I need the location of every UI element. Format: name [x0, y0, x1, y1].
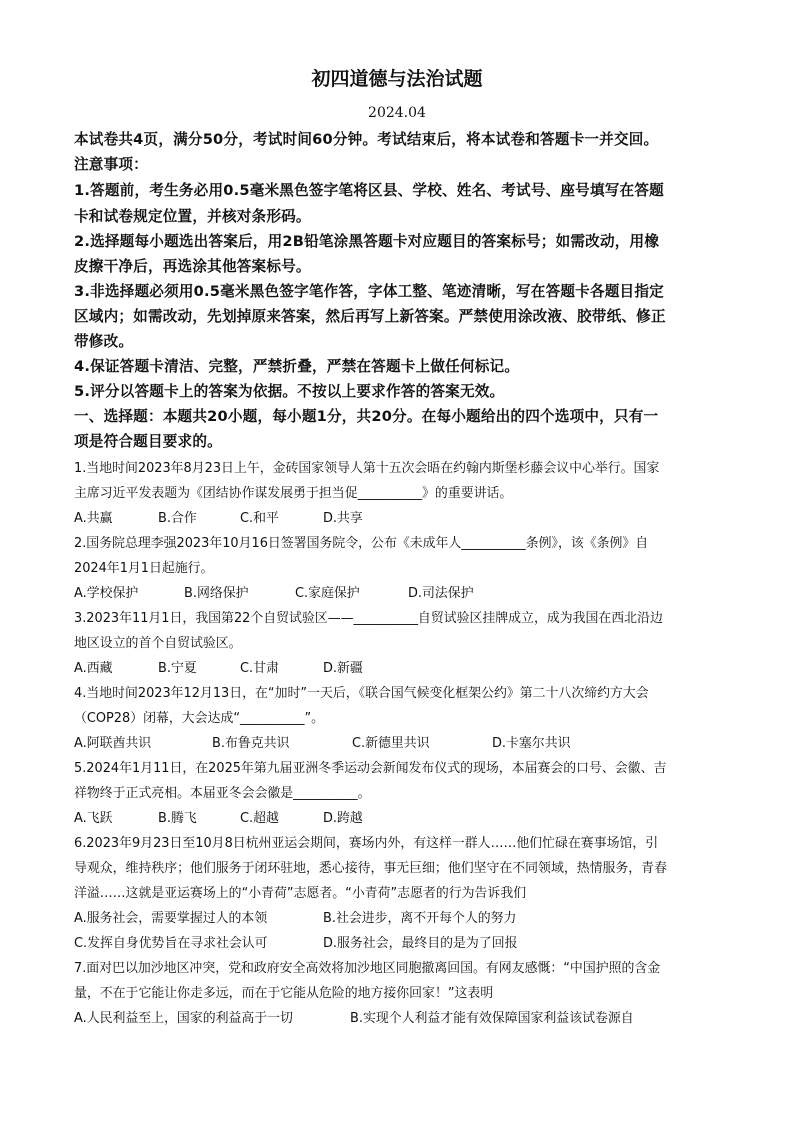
question-7-line: 量，不在于它能让你走多远，而在于它能从危险的地方接你回家！”这表明	[74, 986, 494, 1001]
page-title: 初四道德与法治试题	[311, 68, 483, 90]
question-4-line: 4.当地时间2023年12月13日，在“加时”一天后，《联合国气候变化框架公约》第二十八次缔约方大会	[74, 686, 649, 701]
question-5-option-d: D.跨越	[323, 811, 363, 826]
notice-line: 2.选择题每小题选出答案后，用2B铅笔涂黑答题卡对应题目的答案标号；如需改动，用橡	[74, 233, 660, 250]
question-3-option-b: B.宁夏	[158, 661, 197, 676]
question-2-line: 2024年1月1日起施行。	[74, 561, 214, 576]
notice-line: 皮擦干净后，再选涂其他答案标号。	[74, 258, 311, 275]
question-4-option-c: C.新德里共识	[352, 736, 430, 751]
section-heading: 项是符合题目要求的。	[74, 433, 222, 450]
question-1-option-b: B.合作	[158, 511, 197, 526]
question-2-option-d: D.司法保护	[408, 586, 474, 601]
question-6-option-c: C.发挥自身优势旨在寻求社会认可	[74, 936, 268, 951]
question-7-option-a: A.人民利益至上，国家的利益高于一切	[74, 1011, 293, 1026]
question-6-line: 导观众，维持秩序；他们服务于闭环驻地，悉心接待，事无巨细；他们坚守在不同领域，热情服务，青春	[74, 861, 667, 876]
question-6-option-a: A.服务社会，需要掌握过人的本领	[74, 911, 268, 926]
question-1-option-a: A.共赢	[74, 511, 113, 526]
question-2-option-c: C.家庭保护	[295, 586, 360, 601]
question-6-option-b: B.社会进步，离不开每个人的努力	[323, 911, 517, 926]
question-5-option-c: C.超越	[240, 811, 279, 826]
notice-line: 带修改。	[74, 333, 134, 350]
question-7-line: 7.面对巴以加沙地区冲突，党和政府安全高效将加沙地区同胞撤离回国。有网友感慨：“中国护照的含金	[74, 961, 661, 976]
question-3-line: 地区设立的首个自贸试验区。	[74, 636, 242, 651]
exam-date: 2024.04	[368, 105, 426, 121]
notice-line: 1.答题前，考生务必用0.5毫米黑色签字笔将区县、学校、姓名、考试号、座号填写在答题	[74, 182, 664, 199]
question-5-option-a: A.飞跃	[74, 811, 113, 826]
question-1-option-c: C.和平	[240, 511, 279, 526]
question-3-option-d: D.新疆	[323, 661, 363, 676]
question-5-line: 祥物终于正式亮相。本届亚冬会会徽是__________。	[74, 786, 371, 801]
question-4-option-a: A.阿联酋共识	[74, 736, 152, 751]
question-6-line: 洋溢……这就是亚运赛场上的“小青荷”志愿者。“小青荷”志愿者的行为告诉我们	[74, 886, 527, 901]
question-5-line: 5.2024年1月11日，在2025年第九届亚洲冬季运动会新闻发布仪式的现场，本届赛会的口号、会徽、吉	[74, 761, 667, 776]
notice-line: 卡和试卷规定位置，并核对条形码。	[74, 208, 311, 225]
exam-intro: 本试卷共4页，满分50分，考试时间60分钟。考试结束后，将本试卷和答题卡一并交回。	[74, 131, 659, 148]
question-1-line: 1.当地时间2023年8月23日上午，金砖国家领导人第十五次会晤在约翰内斯堡杉藤会议中心举行。国家	[74, 461, 660, 476]
question-7-option-b: B.实现个人利益才能有效保障国家利益该试卷源自	[350, 1011, 634, 1026]
question-3-option-a: A.西藏	[74, 661, 113, 676]
notice-line: 区域内；如需改动，先划掉原来答案，然后再写上新答案。严禁使用涂改液、胶带纸、修正	[74, 308, 666, 325]
question-2-option-a: A.学校保护	[74, 586, 139, 601]
notice-line: 3.非选择题必须用0.5毫米黑色签字笔作答，字体工整、笔迹清晰，写在答题卡各题目指定	[74, 283, 664, 300]
question-4-option-b: B.布鲁克共识	[212, 736, 290, 751]
notice-line: 5.评分以答题卡上的答案为依据。不按以上要求作答的答案无效。	[74, 383, 505, 400]
question-6-option-d: D.服务社会，最终目的是为了回报	[323, 936, 518, 951]
question-5-option-b: B.腾飞	[158, 811, 197, 826]
question-4-line: （COP28）闭幕，大会达成“__________”。	[74, 711, 325, 726]
question-3-line: 3.2023年11月1日，我国第22个自贸试验区——__________自贸试验区挂牌成立，成为我国在西北沿边	[74, 611, 663, 626]
question-1-option-d: D.共享	[323, 511, 363, 526]
section-heading: 一、选择题：本题共20小题，每小题1分，共20分。在每小题给出的四个选项中，只有一	[74, 408, 659, 425]
question-4-option-d: D.卡塞尔共识	[492, 736, 571, 751]
question-2-option-b: B.网络保护	[184, 586, 249, 601]
notice-line: 4.保证答题卡清洁、完整，严禁折叠，严禁在答题卡上做任何标记。	[74, 358, 520, 375]
question-1-line: 主席习近平发表题为《团结协作谋发展勇于担当促__________》的重要讲话。	[74, 486, 513, 501]
question-6-line: 6.2023年9月23日至10月8日杭州亚运会期间，赛场内外，有这样一群人……他们忙碌在赛事场馆，引	[74, 836, 659, 851]
notice-label: 注意事项：	[74, 156, 148, 173]
question-3-option-c: C.甘肃	[240, 661, 279, 676]
question-2-line: 2.国务院总理李强2023年10月16日签署国务院令，公布《未成年人__________条例》，该《条例》自	[74, 536, 649, 551]
